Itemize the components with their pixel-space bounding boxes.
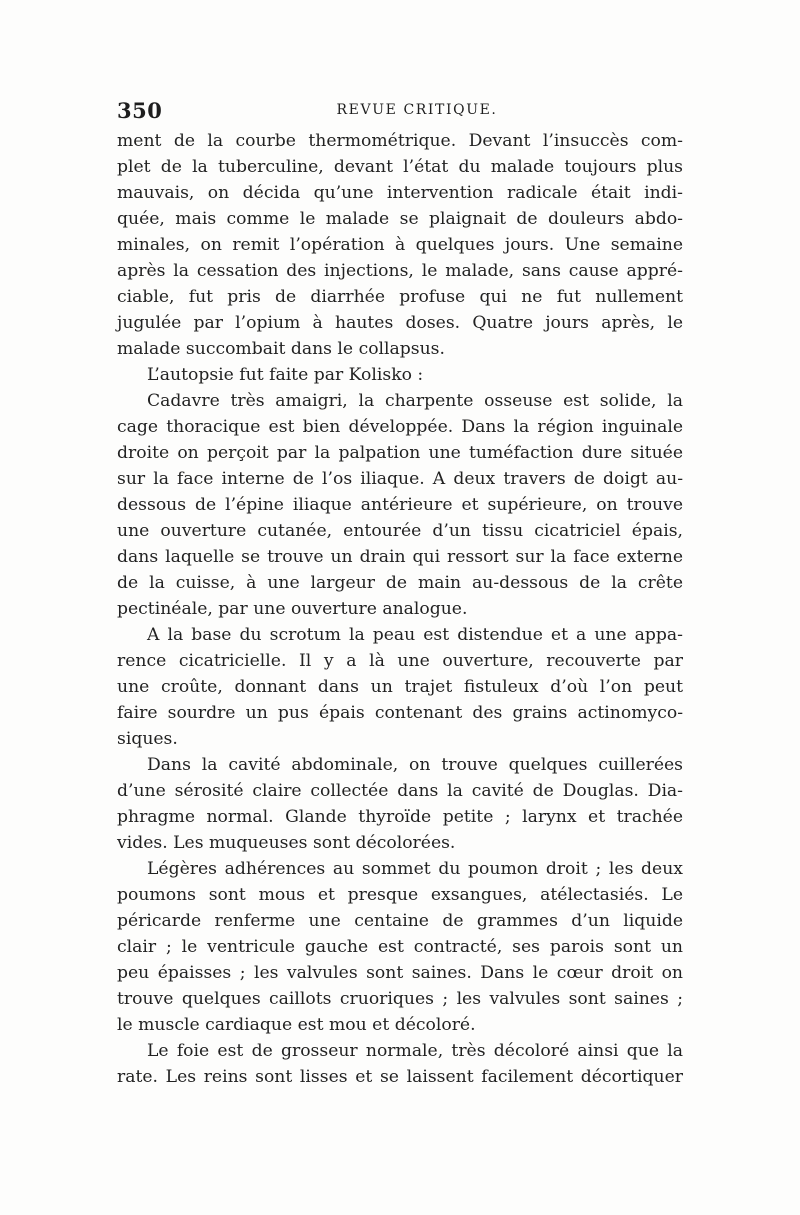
body-text bbox=[117, 128, 683, 1090]
text-line: d’une sérosité claire collectée dans la cavité de Douglas. Dia- bbox=[117, 781, 683, 801]
paragraph bbox=[117, 388, 683, 622]
text-line: une ouverture cutanée, entourée d’un tissu cicatriciel épais, bbox=[117, 521, 683, 541]
text-line: cage thoracique est bien développée. Dans la région inguinale bbox=[117, 417, 683, 437]
paragraph bbox=[117, 362, 683, 388]
text-line: ciable, fut pris de diarrhée profuse qui ne fut nullement bbox=[117, 287, 683, 307]
text-line: le muscle cardiaque est mou et décoloré. bbox=[117, 1015, 476, 1035]
text-line: minales, on remit l’opération à quelques jours. Une semaine bbox=[117, 235, 683, 255]
text-line: pectinéale, par une ouverture analogue. bbox=[117, 599, 468, 619]
text-line: poumons sont mous et presque exsangues, atélectasiés. Le bbox=[117, 885, 683, 905]
text-line: siques. bbox=[117, 729, 178, 749]
text-line: une croûte, donnant dans un trajet fistuleux d’où l’on peut bbox=[117, 677, 683, 697]
text-line: quée, mais comme le malade se plaignait de douleurs abdo- bbox=[117, 209, 683, 229]
text-line: de la cuisse, à une largeur de main au-dessous de la crête bbox=[117, 573, 683, 593]
text-line: dans laquelle se trouve un drain qui ressort sur la face externe bbox=[117, 547, 683, 567]
text-line: trouve quelques caillots cruoriques ; les valvules sont saines ; bbox=[117, 989, 683, 1009]
text-line: L’autopsie fut faite par Kolisko : bbox=[147, 365, 424, 385]
text-line: peu épaisses ; les valvules sont saines. Dans le cœur droit on bbox=[117, 963, 683, 983]
text-line: mauvais, on décida qu’une intervention radicale était indi- bbox=[117, 183, 683, 203]
paragraph bbox=[117, 856, 683, 1038]
journal-title: REVUE CRITIQUE. bbox=[336, 102, 498, 118]
text-line: phragme normal. Glande thyroïde petite ; larynx et trachée bbox=[117, 807, 683, 827]
running-head bbox=[117, 98, 687, 126]
text-line: dessous de l’épine iliaque antérieure et supérieure, on trouve bbox=[117, 495, 683, 515]
text-line: Légères adhérences au sommet du poumon droit ; les deux bbox=[147, 859, 683, 879]
paragraph bbox=[117, 128, 683, 362]
page-number: 350 bbox=[117, 98, 163, 123]
text-line: plet de la tuberculine, devant l’état du malade toujours plus bbox=[117, 157, 683, 177]
paragraph bbox=[117, 752, 683, 856]
text-line: rate. Les reins sont lisses et se laissent facilement décortiquer bbox=[117, 1067, 683, 1087]
text-line: sur la face interne de l’os iliaque. A deux travers de doigt au- bbox=[117, 469, 683, 489]
text-line: rence cicatricielle. Il y a là une ouverture, recouverte par bbox=[117, 651, 683, 671]
text-line: péricarde renferme une centaine de grammes d’un liquide bbox=[117, 911, 683, 931]
text-line: droite on perçoit par la palpation une tuméfaction dure située bbox=[117, 443, 683, 463]
text-line: vides. Les muqueuses sont décolorées. bbox=[117, 833, 456, 853]
text-line: jugulée par l’opium à hautes doses. Quatre jours après, le bbox=[117, 313, 683, 333]
text-line: faire sourdre un pus épais contenant des grains actinomyco- bbox=[117, 703, 683, 723]
paragraph bbox=[117, 622, 683, 752]
text-line: Dans la cavité abdominale, on trouve quelques cuillerées bbox=[147, 755, 683, 775]
text-line: Le foie est de grosseur normale, très décoloré ainsi que la bbox=[147, 1041, 683, 1061]
text-line: ment de la courbe thermométrique. Devant l’insuccès com- bbox=[117, 131, 683, 151]
text-line: clair ; le ventricule gauche est contracté, ses parois sont un bbox=[117, 937, 683, 957]
text-line: Cadavre très amaigri, la charpente osseuse est solide, la bbox=[147, 391, 683, 411]
paragraph bbox=[117, 1038, 683, 1090]
text-line: malade succombait dans le collapsus. bbox=[117, 339, 445, 359]
text-line: A la base du scrotum la peau est distendue et a une appa- bbox=[147, 625, 683, 645]
text-line: après la cessation des injections, le malade, sans cause appré- bbox=[117, 261, 683, 281]
